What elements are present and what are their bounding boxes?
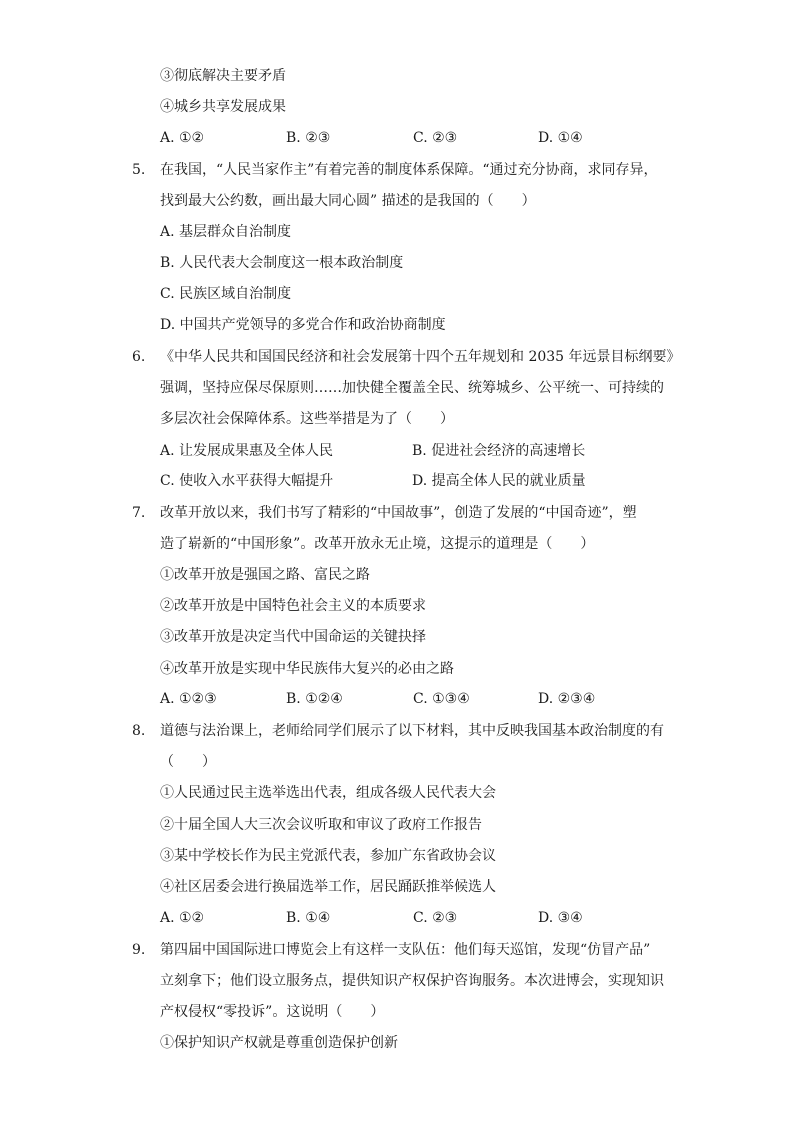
q5-option-a: A. 基层群众自治制度 <box>160 224 292 240</box>
q9-stem-line-3: 产权侵权“零投诉”。这说明（ ） <box>160 1004 385 1020</box>
q6-option-b: B. 促进社会经济的高速增长 <box>412 443 586 459</box>
q9-number: 9. <box>132 942 146 958</box>
q4-option-b: B. ②③ <box>286 130 331 146</box>
q4-item-4: ④城乡共享发展成果 <box>160 99 286 115</box>
q8-item-3: ③某中学校长作为民主党派代表，参加广东省政协会议 <box>160 848 496 864</box>
q7-option-b: B. ①②④ <box>286 691 343 707</box>
q7-option-c: C. ①③④ <box>413 691 470 707</box>
q6-option-c: C. 使收入水平获得大幅提升 <box>160 473 334 489</box>
q8-stem-line-2: （ ） <box>160 754 216 770</box>
q7-stem-line-1: 改革开放以来，我们书写了精彩的“中国故事”，创造了发展的“中国奇迹”，塑 <box>160 505 637 521</box>
q6-option-d: D. 提高全体人民的就业质量 <box>412 473 586 489</box>
q6-option-a: A. 让发展成果惠及全体人民 <box>160 443 334 459</box>
q6-stem-line-1: 《中华人民共和国国民经济和社会发展第十四个五年规划和 2035 年远景目标纲要》 <box>160 349 681 365</box>
q7-item-1: ①改革开放是强国之路、富民之路 <box>160 567 370 583</box>
q6-stem-line-2: 强调，坚持应保尽保原则……加快健全覆盖全民、统筹城乡、公平统一、可持续的 <box>160 380 664 396</box>
q8-item-1: ①人民通过民主选举选出代表，组成各级人民代表大会 <box>160 785 496 801</box>
q7-option-d: D. ②③④ <box>538 691 596 707</box>
q8-option-b: B. ①④ <box>286 910 331 926</box>
q9-item-1: ①保护知识产权就是尊重创造保护创新 <box>160 1035 398 1051</box>
q6-stem-line-3: 多层次社会保障体系。这些举措是为了（ ） <box>160 411 454 427</box>
q8-item-2: ②十届全国人大三次会议听取和审议了政府工作报告 <box>160 817 482 833</box>
q4-option-d: D. ①④ <box>538 130 583 146</box>
q4-option-a: A. ①② <box>160 130 205 146</box>
q9-stem-line-1: 第四届中国国际进口博览会上有这样一支队伍：他们每天巡馆，发现“仿冒产品” <box>160 942 651 958</box>
q5-option-b: B. 人民代表大会制度这一根本政治制度 <box>160 255 404 271</box>
q7-number: 7. <box>132 505 146 521</box>
q7-item-3: ③改革开放是决定当代中国命运的关键抉择 <box>160 629 426 645</box>
q4-item-3: ③彻底解决主要矛盾 <box>160 68 286 84</box>
q6-number: 6. <box>132 349 146 365</box>
q7-option-a: A. ①②③ <box>160 691 217 707</box>
q4-option-c: C. ②③ <box>413 130 458 146</box>
q8-option-c: C. ②③ <box>413 910 458 926</box>
q5-stem-line-1: 在我国，“人民当家作主”有着完善的制度体系保障。“通过充分协商，求同存异， <box>160 162 658 178</box>
q8-option-a: A. ①② <box>160 910 205 926</box>
q5-option-d: D. 中国共产党领导的多党合作和政治协商制度 <box>160 317 446 333</box>
q7-item-2: ②改革开放是中国特色社会主义的本质要求 <box>160 598 426 614</box>
q8-item-4: ④社区居委会进行换届选举工作，居民踊跃推举候选人 <box>160 879 496 895</box>
q8-stem-line-1: 道德与法治课上，老师给同学们展示了以下材料，其中反映我国基本政治制度的有 <box>160 723 664 739</box>
q7-item-4: ④改革开放是实现中华民族伟大复兴的必由之路 <box>160 661 454 677</box>
q5-stem-line-2: 找到最大公约数，画出最大同心圆” 描述的是我国的（ ） <box>160 193 536 209</box>
q8-number: 8. <box>132 723 146 739</box>
q5-number: 5. <box>132 162 146 178</box>
q8-option-d: D. ③④ <box>538 910 583 926</box>
q7-stem-line-2: 造了崭新的“中国形象”。改革开放永无止境，这提示的道理是（ ） <box>160 536 595 552</box>
q5-option-c: C. 民族区域自治制度 <box>160 286 292 302</box>
q9-stem-line-2: 立刻拿下；他们设立服务点，提供知识产权保护咨询服务。本次进博会，实现知识 <box>160 973 664 989</box>
